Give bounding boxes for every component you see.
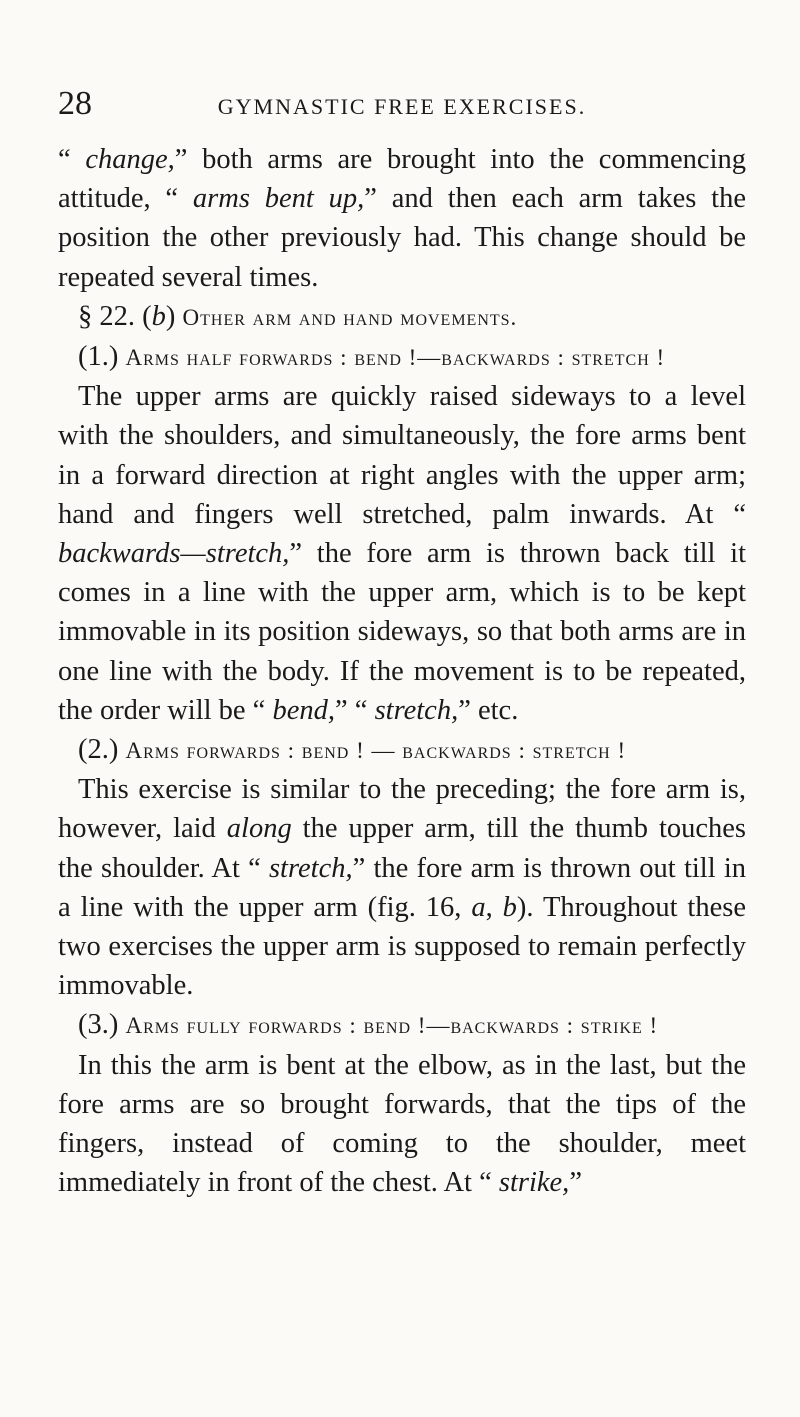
section-title: Other arm and hand movements. [182, 304, 518, 330]
italic-run: change, [85, 144, 175, 175]
text-run: The upper arms are quickly raised sideways to a level with the shoulders, and simultaneously, the fore arms bent in a forward direction at right angles with the upper arm; hand and fingers well stretched, palm inwards. At “ [58, 381, 746, 530]
italic-run: bend, [272, 694, 335, 726]
exercise-title: Arms forwards : bend ! — backwards : stretch ! [125, 738, 627, 764]
text-run: ” the fore arm is thrown back till it comes in a line with the upper arm, which is to be kept immovable in its position sideways, so that both arms are in one line with the body. If the movement is to be repeated, the order will be “ [58, 538, 746, 726]
page-number: 28 [58, 85, 92, 122]
text-run: ). Throughout these two exercises the upper arm is supposed to remain perfectly immovable. [58, 891, 746, 1002]
running-head: GYMNASTIC FREE EXERCISES. [217, 94, 587, 119]
text-run: ” “ [335, 694, 375, 726]
italic-run: b [151, 300, 166, 332]
italic-run: stretch, [374, 694, 459, 726]
exercise-heading-3 [58, 1005, 746, 1045]
text-run: ” the fore arm is thrown out till in a line with the upper arm (fig. 16, [58, 852, 746, 923]
text-run: ” both arms are brought into the commencing attitude, “ [58, 144, 746, 215]
page-body [58, 140, 746, 1202]
italic-run: b [502, 891, 517, 923]
italic-run: strike, [498, 1167, 570, 1199]
italic-run: backwards—stretch, [58, 538, 290, 570]
exercise-heading-1 [58, 337, 746, 377]
italic-run: a [471, 891, 486, 923]
page-header [58, 84, 746, 124]
paragraph-exercise-2 [58, 770, 746, 1005]
text-run: ” [569, 1167, 582, 1199]
text-run: ” and then each arm takes the position the other previously had. This change should be repeated several times. [58, 183, 746, 293]
text-run: § 22. ( [78, 300, 152, 332]
italic-run: along [226, 813, 292, 845]
exercise-title: Arms fully forwards : bend !—backwards : strike ! [125, 1013, 659, 1039]
text-run: , [485, 891, 503, 923]
italic-run: stretch, [268, 852, 353, 884]
paragraph-exercise-3 [58, 1046, 746, 1203]
exercise-number: (2.) [78, 734, 126, 766]
italic-run: arms bent up, [192, 183, 365, 215]
text-run: In this the arm is bent at the elbow, as in the last, but the fore arms are so brought forwards, that the tips of the fingers, instead of coming to the shoulder, meet immediately in front of the chest. At “ [58, 1049, 746, 1199]
section-heading [58, 297, 746, 337]
text-run: “ [58, 144, 86, 175]
text-run: This exercise is similar to the preceding; the fore arm is, however, laid [58, 774, 746, 845]
paragraph-exercise-1 [58, 377, 746, 730]
exercise-title: Arms half forwards : bend !—backwards : stretch ! [125, 345, 666, 371]
paragraph-change [58, 140, 746, 297]
text-run: the upper arm, till the thumb touches the shoulder. At “ [58, 813, 746, 884]
exercise-number: (3.) [78, 1009, 126, 1041]
text-run: ” etc. [458, 694, 519, 726]
exercise-number: (1.) [78, 341, 126, 373]
exercise-heading-2 [58, 730, 746, 770]
text-run: ) [165, 300, 183, 332]
